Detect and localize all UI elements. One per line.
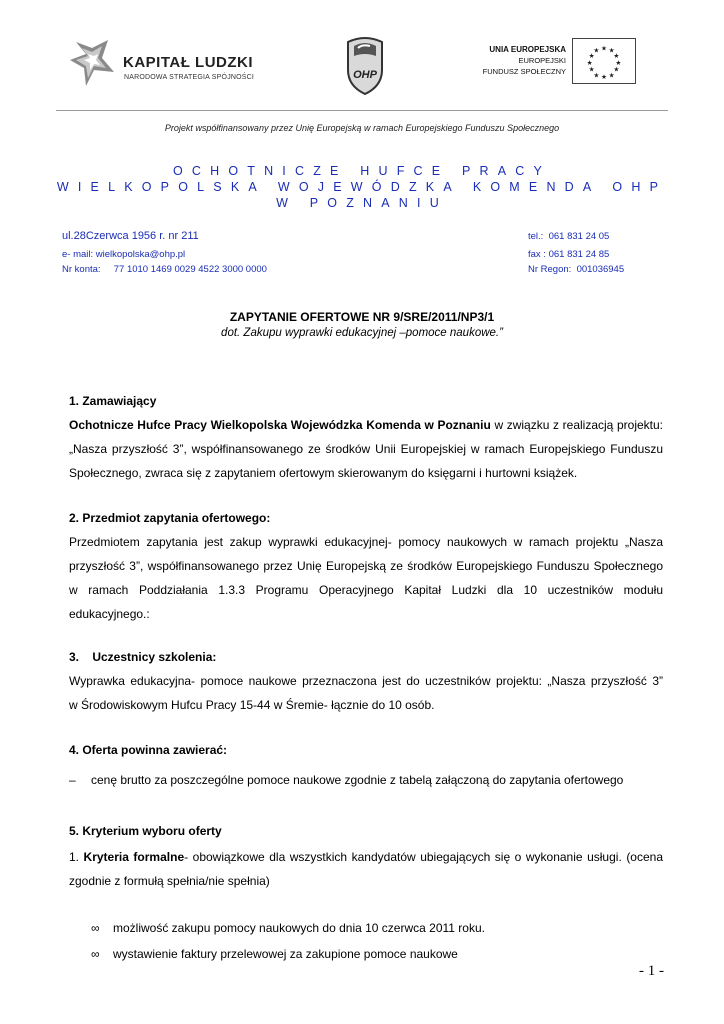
section5-line2: zgodnie z formułą spełnia/nie spełnia): [69, 874, 270, 888]
svg-text:★: ★: [608, 71, 615, 80]
section3-heading: 3. Uczestnicy szkolenia:: [69, 650, 217, 664]
email: e- mail: wielkopolska@ohp.pl: [62, 249, 186, 260]
document-title: ZAPYTANIE OFERTOWE NR 9/SRE/2011/NP3/1: [229, 310, 495, 324]
document-subtitle: dot. Zakupu wyprawki edukacyjnej –pomoce naukowe.”: [221, 327, 503, 339]
institution-line2: WIELKOPOLSKA WOJEWÓDZKA KOMENDA OHP: [56, 180, 668, 194]
section4-item: cenę brutto za poszczególne pomoce naukowe zgodnie z tabelą załączoną do zapytania ofertowego: [91, 773, 624, 787]
section2-line2: przyszłość 3”, współfinansowanego przez Unię Europejską ze środków Europejskiego Funduszu Społecznego: [69, 559, 663, 573]
svg-text:★: ★: [593, 46, 600, 55]
ohp-shield-icon: [340, 32, 390, 96]
section4-heading: 4. Oferta powinna zawierać:: [69, 743, 228, 757]
svg-text:★: ★: [613, 52, 620, 61]
section5-num: 1.: [69, 850, 84, 864]
svg-text:★: ★: [601, 73, 607, 82]
eu-line1: UNIA EUROPEJSKA: [489, 45, 566, 54]
section1-line3: Społecznego, zwraca się z zapytaniem ofertowym skierowanym do księgarni i hurtowni książek.: [69, 466, 578, 480]
svg-text:★: ★: [601, 44, 607, 53]
section2-line4: edukacyjnego.:: [69, 607, 150, 621]
fax: fax : 061 831 24 85: [528, 249, 610, 260]
account-number: Nr konta: 77 1010 1469 0029 4522 3000 0000: [62, 264, 267, 275]
section5-heading: 5. Kryterium wyboru oferty: [69, 824, 222, 838]
dash-icon: –: [69, 773, 76, 787]
eu-flag-icon: [572, 38, 636, 84]
bullet-icon: ∞: [91, 921, 100, 935]
section1-line2: „Nasza przyszłość 3”, współfinansowanego ze środków Unii Europejskiej w ramach Europejskiego Funduszu: [69, 442, 663, 456]
eu-line2: EUROPEJSKI: [518, 56, 566, 65]
bullet-item-2: wystawienie faktury przelewowej za zakupione pomoce naukowe: [113, 947, 458, 961]
svg-text:★: ★: [615, 58, 622, 67]
svg-text:★: ★: [593, 71, 600, 80]
ohp-logo: [340, 32, 390, 96]
section1-heading: 1. Zamawiający: [69, 394, 157, 408]
svg-text:★: ★: [588, 65, 595, 74]
section2-line1: Przedmiotem zapytania jest zakup wyprawki edukacyjnej- pomocy naukowych w ramach projektu „Nasza: [69, 535, 663, 549]
eu-line3: FUNDUSZ SPOŁECZNY: [482, 67, 566, 76]
institution-line3: W POZNANIU: [276, 196, 448, 210]
eu-logo: [460, 38, 636, 88]
svg-text:★: ★: [613, 65, 620, 74]
page-number: - 1 -: [639, 963, 664, 979]
address: ul.28Czerwca 1956 r. nr 211: [62, 230, 199, 242]
eu-text: [483, 44, 566, 77]
section5-line1: [69, 845, 663, 869]
header-divider: [56, 110, 668, 111]
section5-line1-rest: - obowiązkowe dla wszystkich kandydatów ubiegających się o wykonanie usługi. (ocena: [184, 850, 664, 864]
telephone: tel.: 061 831 24 05: [528, 231, 610, 242]
section5-bold: Kryteria formalne: [83, 850, 185, 864]
kapital-ludzki-title: KAPITAŁ LUDZKI: [123, 54, 254, 71]
bullet-icon: ∞: [91, 947, 100, 961]
svg-text:★: ★: [588, 52, 595, 61]
svg-text:★: ★: [586, 58, 593, 67]
section2-line3: w ramach Poddziałania 1.3.3 Programu Operacyjnego Kapitał Ludzki dla 10 uczestników modułu: [69, 583, 663, 597]
institution-line1: OCHOTNICZE HUFCE PRACY: [172, 164, 552, 178]
section3-line2: w Środowiskowym Hufcu Pracy 15-44 w Śremie- łącznie do 10 osób.: [69, 698, 435, 712]
section1-line1-rest: w związku z realizacją projektu:: [490, 418, 664, 432]
section2-heading: 2. Przedmiot zapytania ofertowego:: [69, 511, 271, 525]
header-logos: [0, 30, 724, 100]
kapital-ludzki-subtitle: NARODOWA STRATEGIA SPÓJNOŚCI: [124, 74, 255, 81]
bullet-item-1: możliwość zakupu pomocy naukowych do dnia 10 czerwca 2011 roku.: [113, 921, 485, 935]
section1-line1: [69, 413, 663, 437]
section1-bold: Ochotnicze Hufce Pracy Wielkopolska Wojewódzka Komenda w Poznaniu: [69, 418, 491, 432]
star-icon: [68, 38, 116, 88]
ohp-label: OHP: [353, 69, 377, 81]
cofunding-note: Projekt współfinansowany przez Unię Europejską w ramach Europejskiego Funduszu Społecznego: [164, 123, 560, 133]
svg-text:★: ★: [608, 46, 615, 55]
regon: Nr Regon: 001036945: [528, 264, 625, 275]
kapital-ludzki-logo: [68, 38, 298, 90]
section3-line1: Wyprawka edukacyjna- pomoce naukowe przeznaczona jest do uczestników projektu: „Nasza przyszłość 3”: [69, 674, 663, 688]
